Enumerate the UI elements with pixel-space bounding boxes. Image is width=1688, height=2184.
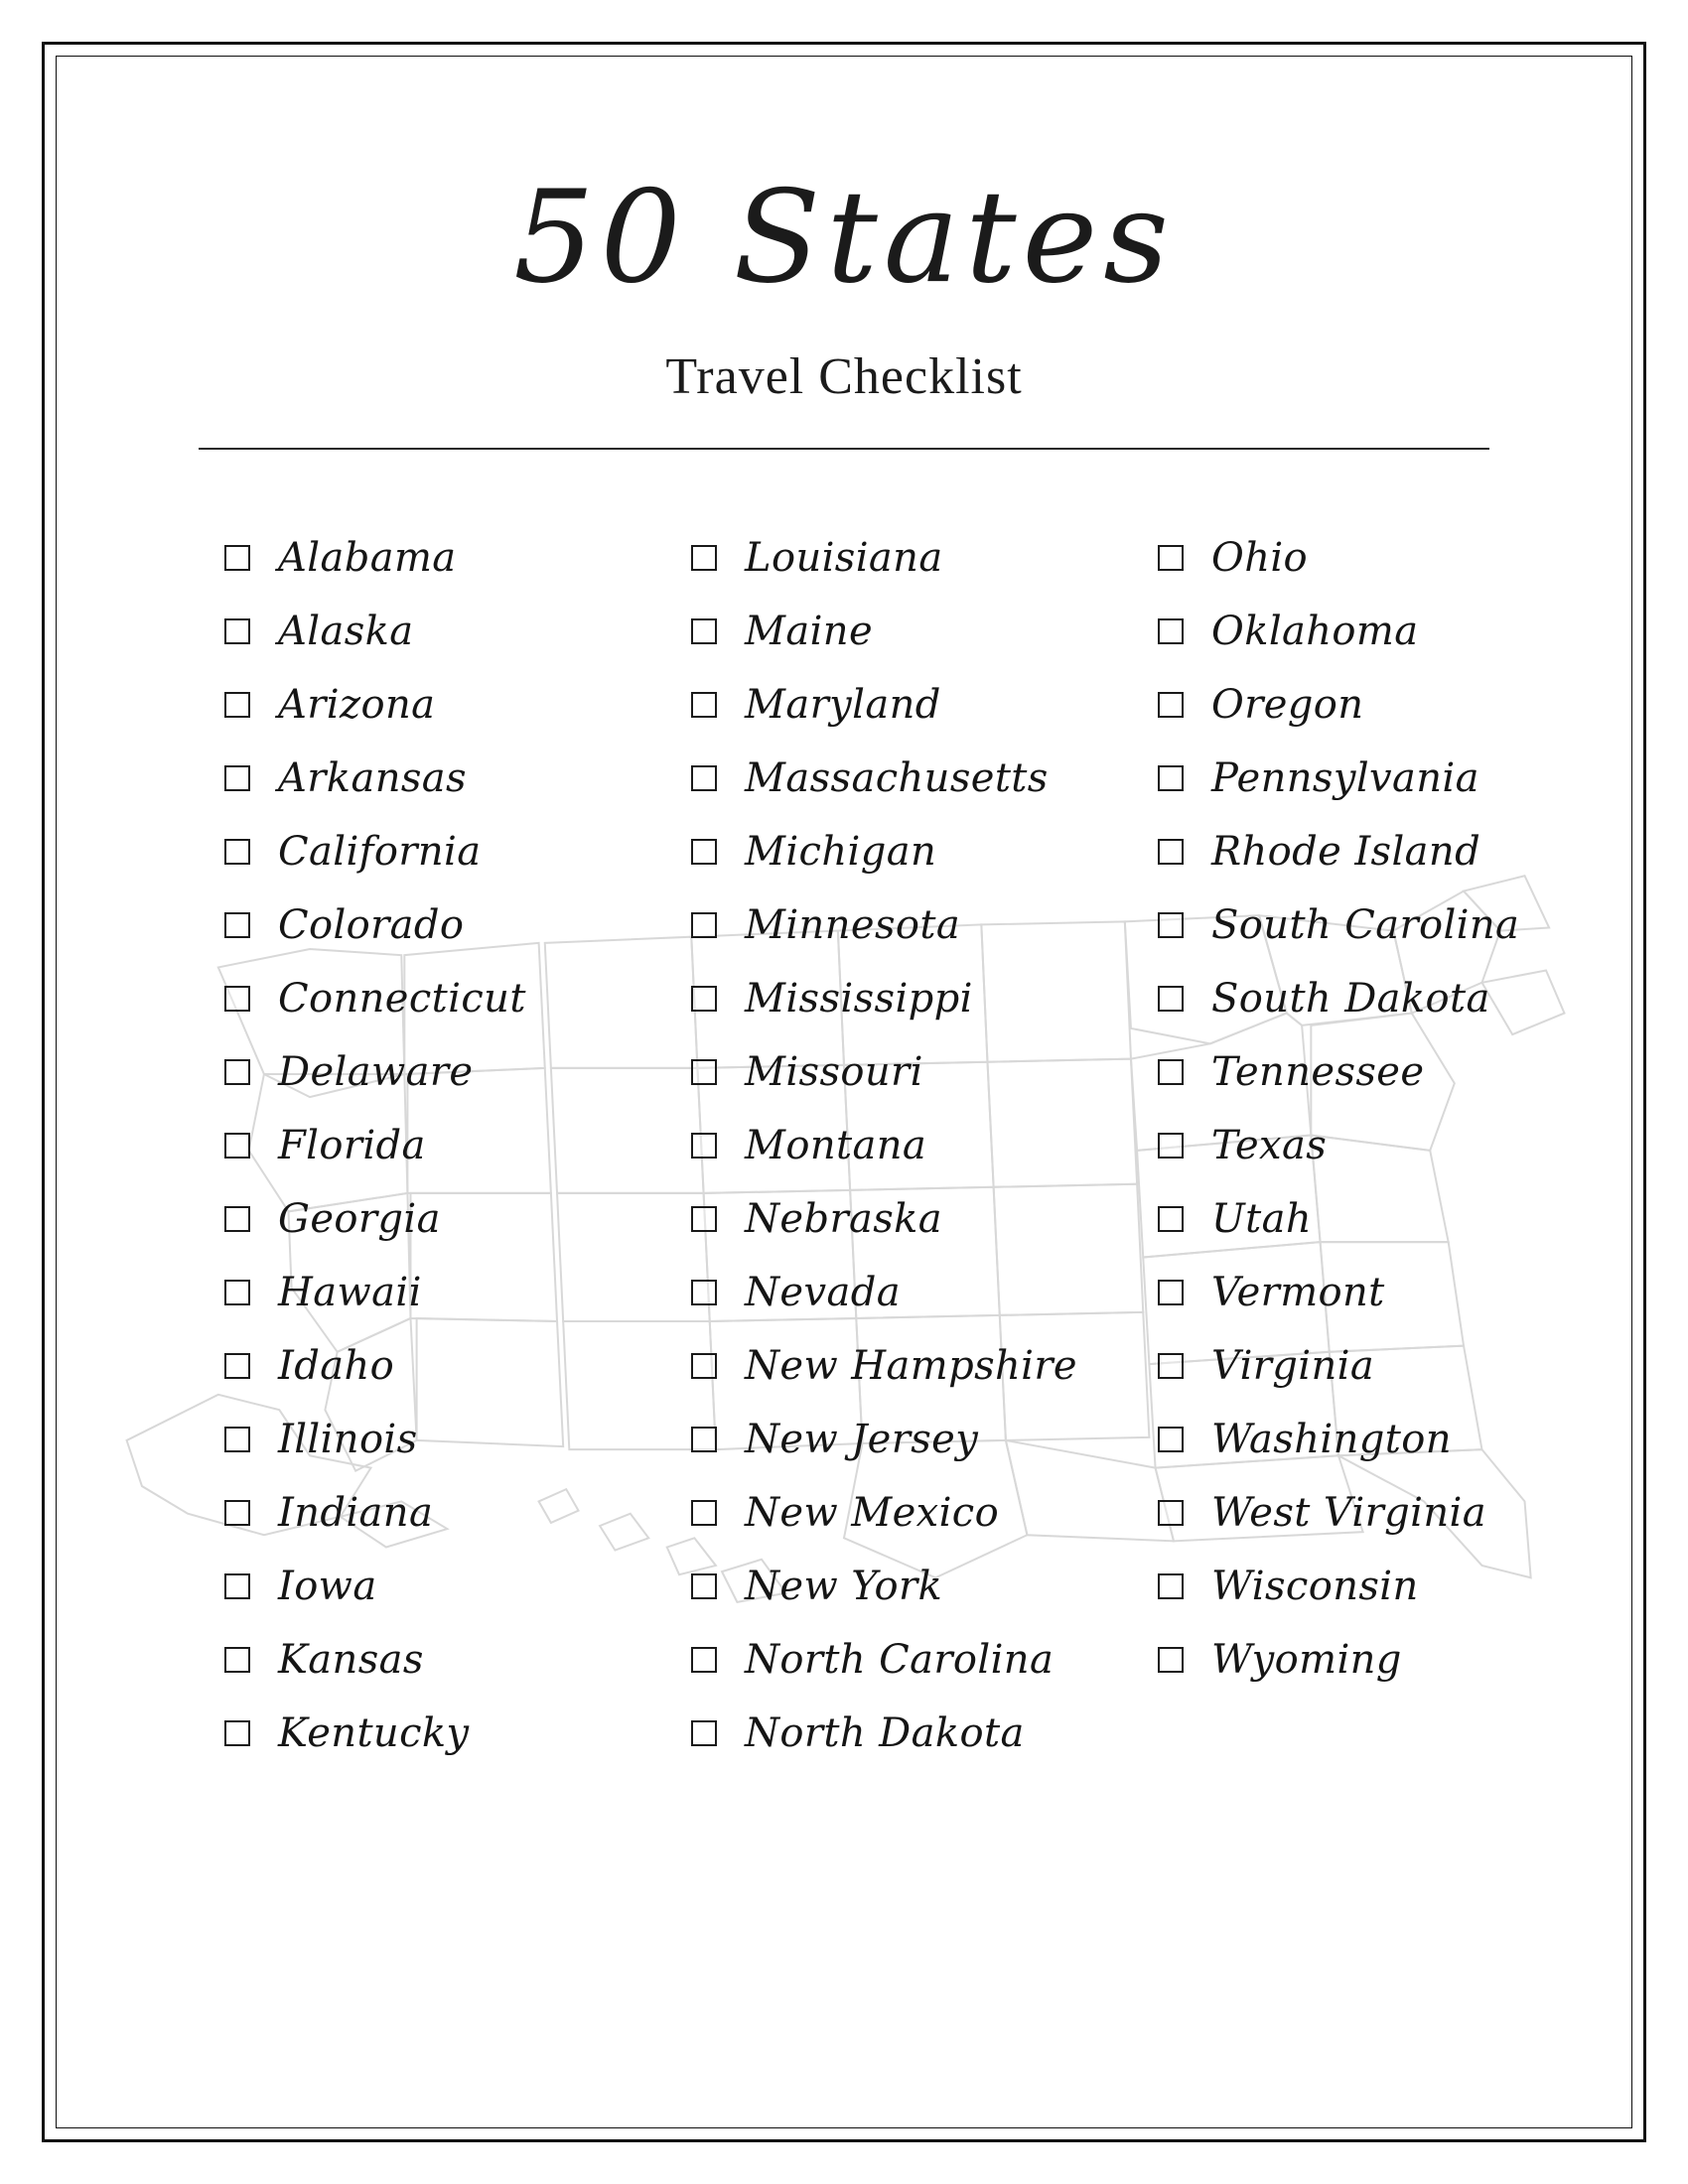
- state-label: South Carolina: [1211, 902, 1520, 948]
- list-item[interactable]: [1158, 1256, 1624, 1329]
- state-label: New Jersey: [745, 1417, 979, 1462]
- list-item[interactable]: [691, 521, 1158, 595]
- state-label: Oregon: [1211, 682, 1364, 728]
- state-label: Wisconsin: [1211, 1564, 1419, 1609]
- list-item[interactable]: [1158, 815, 1624, 888]
- checkbox-icon[interactable]: [1158, 692, 1184, 718]
- list-item[interactable]: [224, 1182, 691, 1256]
- state-label: Georgia: [278, 1196, 441, 1242]
- checkbox-icon[interactable]: [1158, 986, 1184, 1012]
- list-item[interactable]: [1158, 1329, 1624, 1403]
- list-item[interactable]: [691, 1182, 1158, 1256]
- checkbox-icon[interactable]: [691, 1206, 717, 1232]
- state-label: Delaware: [278, 1049, 474, 1095]
- state-label: Indiana: [278, 1490, 434, 1536]
- checkbox-icon[interactable]: [224, 1059, 250, 1085]
- list-item[interactable]: [691, 962, 1158, 1035]
- checkbox-icon[interactable]: [224, 912, 250, 938]
- state-label: Arkansas: [278, 755, 467, 801]
- list-item[interactable]: [224, 815, 691, 888]
- checkbox-icon[interactable]: [224, 1206, 250, 1232]
- state-label: Utah: [1211, 1196, 1312, 1242]
- state-label: Maryland: [745, 682, 941, 728]
- state-label: Nevada: [745, 1270, 901, 1315]
- state-label: Vermont: [1211, 1270, 1385, 1315]
- checkbox-icon[interactable]: [691, 986, 717, 1012]
- checkbox-icon[interactable]: [1158, 839, 1184, 865]
- checklist-column-1: [224, 521, 691, 1770]
- state-label: Virginia: [1211, 1343, 1375, 1389]
- state-label: Colorado: [278, 902, 465, 948]
- page-subtitle: Travel Checklist: [665, 348, 1023, 405]
- state-label: Alaska: [278, 609, 414, 654]
- list-item[interactable]: [224, 1109, 691, 1182]
- list-item[interactable]: [691, 1623, 1158, 1697]
- list-item[interactable]: [691, 1035, 1158, 1109]
- checkbox-icon[interactable]: [224, 692, 250, 718]
- checkbox-icon[interactable]: [1158, 912, 1184, 938]
- state-label: Louisiana: [745, 535, 943, 581]
- state-label: Alabama: [278, 535, 457, 581]
- state-label: Nebraska: [745, 1196, 943, 1242]
- list-item[interactable]: [1158, 962, 1624, 1035]
- checkbox-icon[interactable]: [691, 545, 717, 571]
- list-item[interactable]: [691, 1329, 1158, 1403]
- checkbox-icon[interactable]: [691, 1059, 717, 1085]
- state-label: California: [278, 829, 482, 875]
- state-label: Tennessee: [1211, 1049, 1425, 1095]
- checkbox-icon[interactable]: [691, 1133, 717, 1159]
- state-label: Arizona: [278, 682, 436, 728]
- checkbox-icon[interactable]: [691, 618, 717, 644]
- checklist-columns: [224, 521, 1632, 1770]
- checkbox-icon[interactable]: [1158, 618, 1184, 644]
- list-item[interactable]: [691, 1256, 1158, 1329]
- checkbox-icon[interactable]: [691, 1427, 717, 1452]
- checkbox-icon[interactable]: [224, 1500, 250, 1526]
- list-item[interactable]: [691, 888, 1158, 962]
- checkbox-icon[interactable]: [1158, 545, 1184, 571]
- list-item[interactable]: [691, 668, 1158, 742]
- state-label: Wyoming: [1211, 1637, 1402, 1683]
- checkbox-icon[interactable]: [691, 1573, 717, 1599]
- list-item[interactable]: [691, 1109, 1158, 1182]
- state-label: New York: [745, 1564, 943, 1609]
- list-item[interactable]: [1158, 521, 1624, 595]
- list-item[interactable]: [224, 1035, 691, 1109]
- list-item[interactable]: [224, 1329, 691, 1403]
- checklist-column-3: [1158, 521, 1624, 1770]
- list-item[interactable]: [691, 1550, 1158, 1623]
- state-label: Ohio: [1211, 535, 1309, 581]
- state-label: Montana: [745, 1123, 927, 1168]
- checkbox-icon[interactable]: [691, 912, 717, 938]
- state-label: Texas: [1211, 1123, 1328, 1168]
- document-content: [56, 56, 1632, 2128]
- checkbox-icon[interactable]: [224, 1647, 250, 1673]
- state-label: Mississippi: [745, 976, 973, 1022]
- state-label: Hawaii: [278, 1270, 422, 1315]
- list-item[interactable]: [224, 1697, 691, 1770]
- list-item[interactable]: [691, 595, 1158, 668]
- checkbox-icon[interactable]: [1158, 1427, 1184, 1452]
- checkbox-icon[interactable]: [1158, 1280, 1184, 1305]
- list-item[interactable]: [224, 1623, 691, 1697]
- checkbox-icon[interactable]: [224, 839, 250, 865]
- list-item[interactable]: [224, 1476, 691, 1550]
- checkbox-icon[interactable]: [1158, 1133, 1184, 1159]
- state-label: Kansas: [278, 1637, 424, 1683]
- checkbox-icon[interactable]: [1158, 1206, 1184, 1232]
- state-label: Idaho: [278, 1343, 395, 1389]
- title-divider: [199, 448, 1489, 450]
- list-item[interactable]: [224, 742, 691, 815]
- state-label: Rhode Island: [1211, 829, 1481, 875]
- list-item[interactable]: [224, 668, 691, 742]
- state-label: Kentucky: [278, 1710, 470, 1756]
- checkbox-icon[interactable]: [691, 765, 717, 791]
- checkbox-icon[interactable]: [1158, 1500, 1184, 1526]
- state-label: West Virginia: [1211, 1490, 1486, 1536]
- checkbox-icon[interactable]: [224, 1573, 250, 1599]
- list-item[interactable]: [691, 815, 1158, 888]
- list-item[interactable]: [1158, 1403, 1624, 1476]
- checkbox-icon[interactable]: [224, 986, 250, 1012]
- state-label: Illinois: [278, 1417, 418, 1462]
- state-label: Pennsylvania: [1211, 755, 1479, 801]
- checkbox-icon[interactable]: [691, 692, 717, 718]
- checkbox-icon[interactable]: [224, 1353, 250, 1379]
- checkbox-icon[interactable]: [224, 1133, 250, 1159]
- list-item[interactable]: [1158, 1109, 1624, 1182]
- page-title: 50 States: [513, 164, 1175, 312]
- checkbox-icon[interactable]: [224, 765, 250, 791]
- checkbox-icon[interactable]: [691, 1720, 717, 1746]
- list-item[interactable]: [224, 1403, 691, 1476]
- list-item[interactable]: [224, 1256, 691, 1329]
- state-label: Oklahoma: [1211, 609, 1419, 654]
- checkbox-icon[interactable]: [224, 1720, 250, 1746]
- list-item[interactable]: [1158, 595, 1624, 668]
- list-item[interactable]: [691, 742, 1158, 815]
- checkbox-icon[interactable]: [1158, 1647, 1184, 1673]
- state-label: Missouri: [745, 1049, 923, 1095]
- state-label: New Mexico: [745, 1490, 1000, 1536]
- state-label: Massachusetts: [745, 755, 1049, 801]
- list-item[interactable]: [691, 1697, 1158, 1770]
- checkbox-icon[interactable]: [691, 839, 717, 865]
- list-item[interactable]: [1158, 1476, 1624, 1550]
- checkbox-icon[interactable]: [1158, 1353, 1184, 1379]
- checkbox-icon[interactable]: [691, 1280, 717, 1305]
- state-label: Maine: [745, 609, 874, 654]
- list-item[interactable]: [691, 1476, 1158, 1550]
- checkbox-icon[interactable]: [1158, 1573, 1184, 1599]
- list-item[interactable]: [1158, 1550, 1624, 1623]
- list-item[interactable]: [224, 595, 691, 668]
- state-label: South Dakota: [1211, 976, 1490, 1022]
- checkbox-icon[interactable]: [691, 1647, 717, 1673]
- state-label: Connecticut: [278, 976, 526, 1022]
- checkbox-icon[interactable]: [1158, 1059, 1184, 1085]
- list-item[interactable]: [1158, 742, 1624, 815]
- state-label: Florida: [278, 1123, 426, 1168]
- state-label: Michigan: [745, 829, 937, 875]
- list-item[interactable]: [224, 521, 691, 595]
- list-item[interactable]: [1158, 1035, 1624, 1109]
- checkbox-icon[interactable]: [1158, 765, 1184, 791]
- list-item[interactable]: [224, 1550, 691, 1623]
- checkbox-icon[interactable]: [691, 1353, 717, 1379]
- list-item[interactable]: [1158, 1182, 1624, 1256]
- state-label: Iowa: [278, 1564, 377, 1609]
- checkbox-icon[interactable]: [224, 618, 250, 644]
- state-label: Washington: [1211, 1417, 1452, 1462]
- list-item[interactable]: [224, 962, 691, 1035]
- state-label: New Hampshire: [745, 1343, 1077, 1389]
- list-item[interactable]: [1158, 888, 1624, 962]
- checkbox-icon[interactable]: [224, 1427, 250, 1452]
- list-item[interactable]: [224, 888, 691, 962]
- state-label: North Dakota: [745, 1710, 1025, 1756]
- list-item[interactable]: [691, 1403, 1158, 1476]
- checklist-column-2: [691, 521, 1158, 1770]
- list-item[interactable]: [1158, 668, 1624, 742]
- state-label: North Carolina: [745, 1637, 1055, 1683]
- checkbox-icon[interactable]: [224, 1280, 250, 1305]
- state-label: Minnesota: [745, 902, 961, 948]
- checkbox-icon[interactable]: [691, 1500, 717, 1526]
- list-item[interactable]: [1158, 1623, 1624, 1697]
- checkbox-icon[interactable]: [224, 545, 250, 571]
